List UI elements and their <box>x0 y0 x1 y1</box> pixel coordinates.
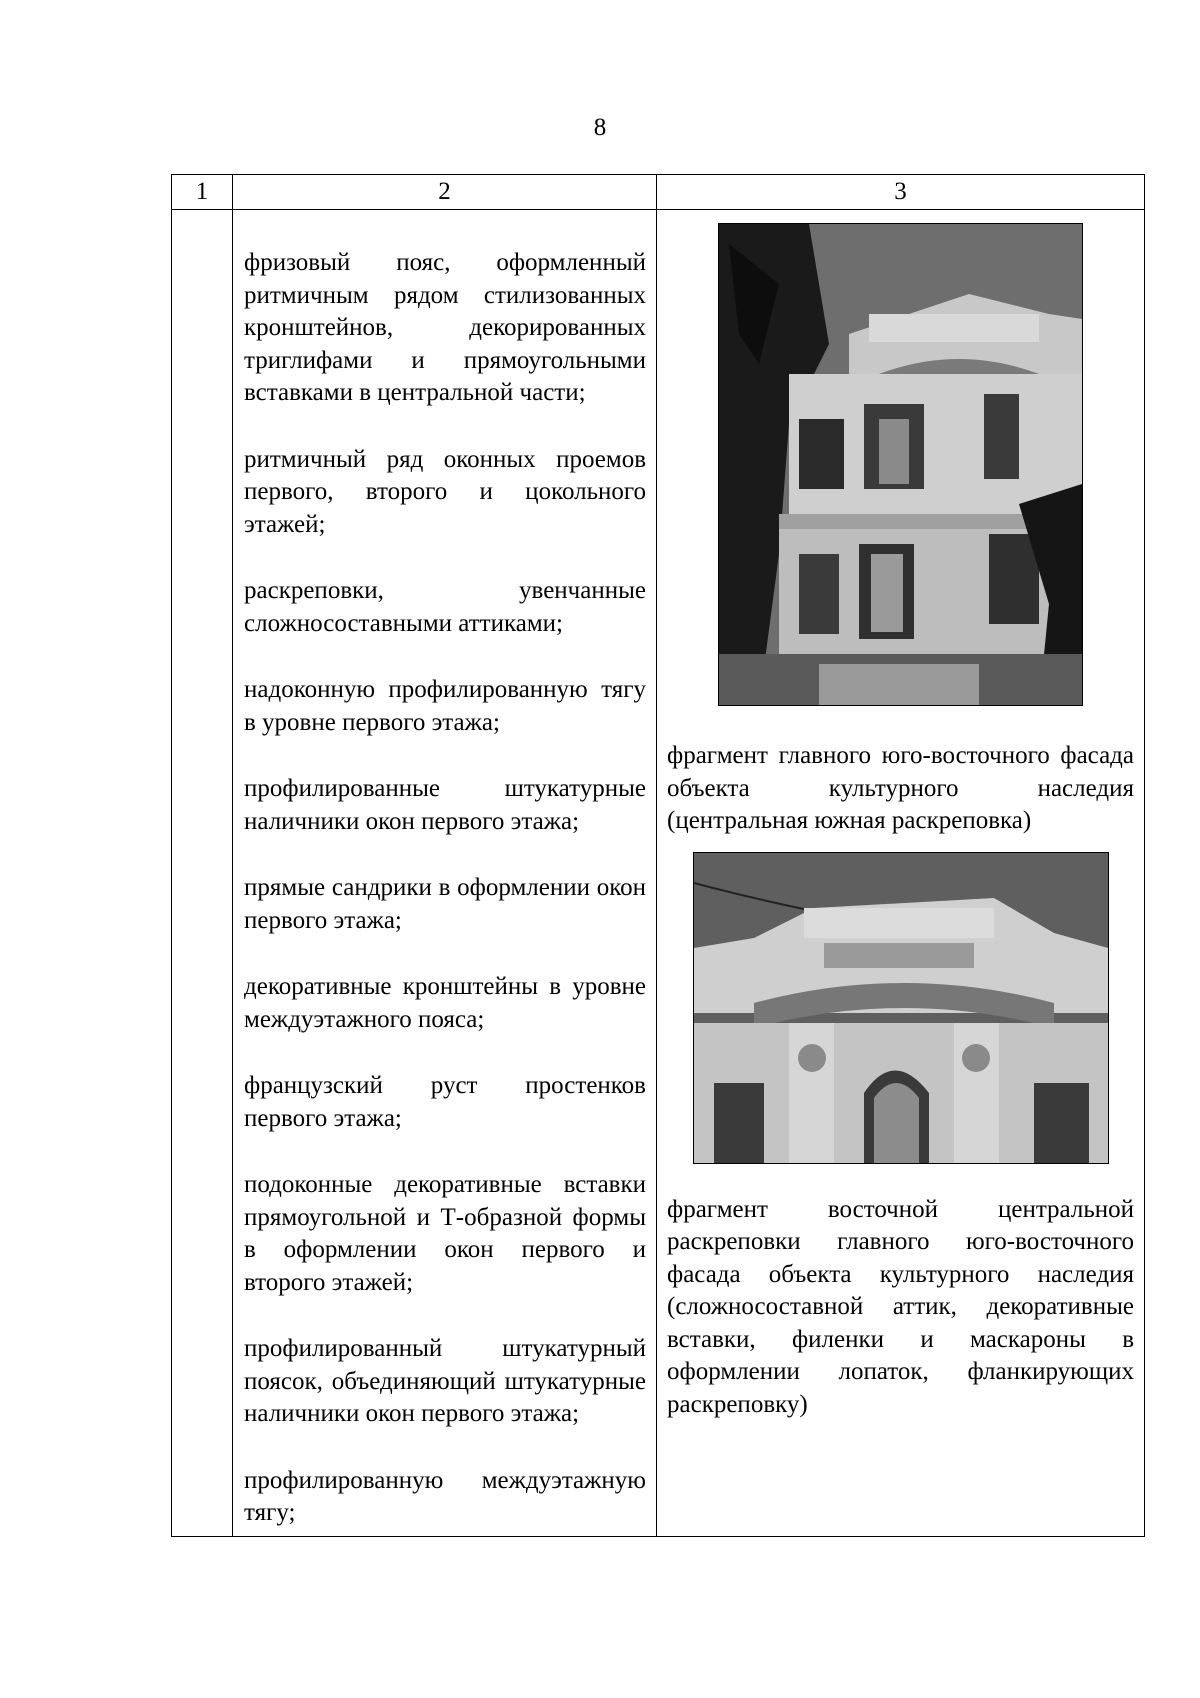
page-number: 8 <box>593 114 607 141</box>
list-item: ритмичный ряд оконных проемов первого, второго и цокольного этажей; <box>244 445 646 538</box>
list-item: надоконную профилированную тягу в уровне первого этажа; <box>244 676 646 736</box>
list-item: подоконные декоративные вставки прямоугольной и Т-образной формы в оформлении окон первого и второго этажей; <box>244 1171 646 1296</box>
cell-col-2 <box>233 210 657 1537</box>
list-item: профилированные штукатурные наличники окон первого этажа; <box>244 775 646 835</box>
table-header-row <box>172 175 1145 210</box>
list-item: декоративные кронштейны в уровне междуэтажного пояса; <box>244 973 646 1033</box>
photo-caption-1: фрагмент главного юго-восточного фасада объекта культурного наследия (центральная южная раскреповка) <box>667 742 1134 834</box>
heritage-table <box>171 174 1145 1537</box>
header-col-1: 1 <box>172 175 233 210</box>
list-item: прямые сандрики в оформлении окон первого этажа; <box>244 874 646 934</box>
list-item: профилированный штукатурный поясок, объединяющий штукатурные наличники окон первого этажа; <box>244 1335 646 1427</box>
list-item: профилированную междуэтажную тягу; <box>244 1466 646 1526</box>
cell-col-1 <box>172 210 233 1537</box>
list-item: раскреповки, увенчанные сложносоставными аттиками; <box>244 577 646 637</box>
table-row <box>172 210 1145 1537</box>
header-col-3: 3 <box>657 175 1145 210</box>
cell-col-3 <box>657 210 1145 1537</box>
header-col-2: 2 <box>233 175 657 210</box>
list-item: фризовый пояс, оформленный ритмичным рядом стилизованных кронштейнов, декорированных триглифами и прямоугольными вставками в центральной части; <box>244 249 646 406</box>
building-facade-photo <box>718 223 1083 706</box>
photo-caption-2: фрагмент восточной центральной раскреповки главного юго-восточного фасада объекта культурного наследия (сложносоставной аттик, декоративные вставки, филенки и маскароны в оформлении лопаток, фланкирующих раскреповку) <box>667 1195 1134 1418</box>
building-attic-photo <box>693 852 1109 1164</box>
list-item: французский руст простенков первого этажа; <box>244 1072 646 1132</box>
